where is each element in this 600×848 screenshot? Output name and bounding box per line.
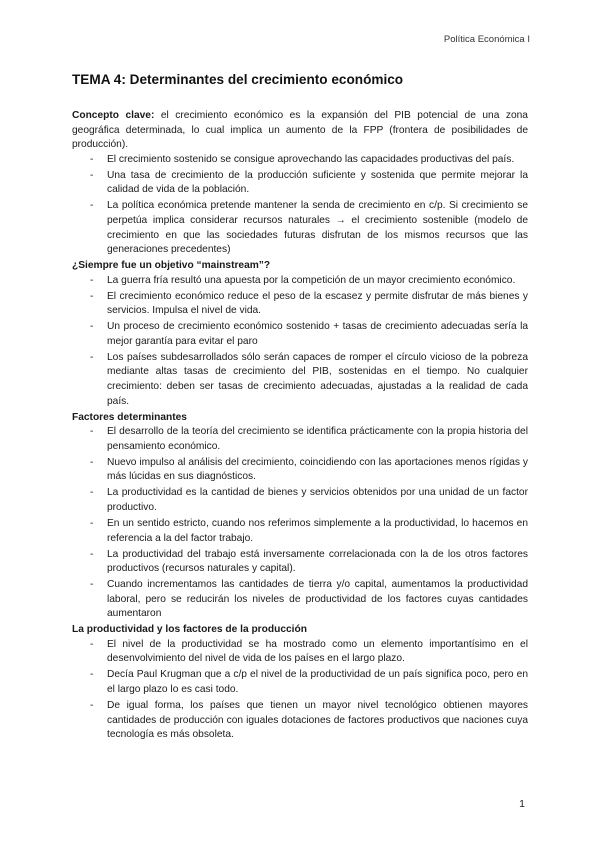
list-item	[72, 486, 528, 515]
list-item	[72, 517, 528, 546]
bullet-dash: -	[90, 169, 94, 181]
list-item	[72, 668, 528, 697]
document-body	[72, 109, 528, 744]
list-item	[72, 548, 528, 577]
list-item	[72, 638, 528, 667]
page-header: Política Económica I	[443, 34, 530, 45]
list-item-text: La política económica pretende mantener la senda de crecimiento en c/p. Si crecimiento se perpetúa implica considerar recursos naturales → el crecimiento sostenible (modelo de crecimiento en que las sociedades futuras disfrutan de los mismos recursos que las generaciones precedentes)	[107, 200, 528, 256]
list-item-text: Nuevo impulso al análisis del crecimiento, coincidiendo con las aportaciones menos rígidas y más lúcidas en sus diagnósticos.	[107, 456, 528, 483]
page-number: 1	[519, 798, 525, 810]
list-item-text: Los países subdesarrollados sólo serán capaces de romper el círculo vicioso de la pobreza mediante altas tasas de crecimiento del PIB, sostenidas en el tiempo. No cualquier crecimiento: deben ser tasas de crecimiento adecuadas, ajustadas a la realidad de cada país.	[107, 351, 528, 407]
list-item	[72, 199, 528, 257]
bullet-dash: -	[90, 426, 94, 438]
section-heading-factores: Factores determinantes	[72, 411, 187, 423]
list-item-text: Una tasa de crecimiento de la producción suficiente y sostenida que permite mejorar la calidad de vida de la población.	[107, 169, 528, 196]
bullet-dash: -	[90, 153, 94, 165]
bullet-dash: -	[90, 487, 94, 499]
list-item	[72, 456, 528, 485]
list-item-text: La productividad es la cantidad de bienes y servicios obtenidos por una unidad de un factor productivo.	[107, 487, 528, 513]
list-item-text: El nivel de la productividad se ha mostrado como un elemento importantísimo en el desenvolvimiento del nivel de vida de los países en el largo plazo.	[107, 638, 528, 665]
bullet-dash: -	[90, 290, 94, 302]
intro-label: Concepto clave:	[72, 110, 155, 121]
section-list-productividad	[72, 638, 528, 743]
list-item	[72, 169, 528, 198]
bullet-dash: -	[90, 669, 94, 681]
bullet-dash: -	[90, 456, 94, 468]
list-item	[72, 274, 528, 289]
section-list-mainstream	[72, 274, 528, 410]
list-item-text: El crecimiento económico reduce el peso de la escasez y permite disfrutar de más bienes y servicios. Impulsa el nivel de vida.	[107, 290, 528, 317]
list-item-text: Decía Paul Krugman que a c/p el nivel de la productividad de un país significa poco, pero en el largo plazo lo es casi todo.	[107, 669, 528, 696]
list-item-text: En un sentido estricto, cuando nos referimos simplemente a la productividad, lo hacemos en referencia a la del factor trabajo.	[107, 517, 528, 544]
list-item-text: La productividad del trabajo está inversamente correlacionada con la de los otros factores productivos (recursos naturales y capital).	[107, 548, 528, 575]
list-item	[72, 320, 528, 349]
list-item-text: Un proceso de crecimiento económico sostenido + tasas de crecimiento adecuadas sería la mejor garantía para evitar el paro	[107, 321, 528, 347]
list-item	[72, 578, 528, 622]
section-heading-mainstream: ¿Siempre fue un objetivo “mainstream”?	[72, 260, 271, 272]
bullet-dash: -	[90, 638, 94, 650]
bullet-dash: -	[90, 548, 94, 560]
list-item	[72, 699, 528, 743]
bullet-dash: -	[90, 579, 94, 591]
bullet-dash: -	[90, 700, 94, 712]
list-item	[72, 425, 528, 454]
bullet-dash: -	[90, 351, 94, 363]
bullet-dash: -	[90, 517, 94, 529]
list-item	[72, 351, 528, 409]
list-item	[72, 153, 528, 168]
page-title: TEMA 4: Determinantes del crecimiento económico	[72, 72, 404, 87]
section-heading-productividad: La productividad y los factores de la producción	[72, 624, 307, 636]
intro-paragraph	[72, 109, 528, 153]
list-item-text: La guerra fría resultó una apuesta por la competición de un mayor crecimiento económico.	[107, 274, 516, 286]
bullet-dash: -	[90, 274, 94, 286]
intro-text: el crecimiento económico es la expansión del PIB potencial de una zona geográfica determinada, lo cual implica un aumento de la FPP (frontera de posibilidades de producción).	[72, 110, 528, 151]
intro-list	[72, 153, 528, 258]
list-item-text: El desarrollo de la teoría del crecimiento se identifica prácticamente con la propia historia del pensamiento económico.	[107, 426, 528, 452]
list-item-text: Cuando incrementamos las cantidades de tierra y/o capital, aumentamos la productividad laboral, pero se reducirán los niveles de productividad de los factores cuyas cantidades aumentaron	[107, 579, 528, 620]
bullet-dash: -	[90, 200, 94, 212]
section-list-factores	[72, 425, 528, 622]
bullet-dash: -	[90, 321, 94, 333]
list-item	[72, 290, 528, 319]
list-item-text: De igual forma, los países que tienen un mayor nivel tecnológico obtienen mayores cantidades de producción con iguales dotaciones de factores productivos que naciones cuya tecnología es más obsoleta.	[107, 700, 528, 741]
list-item-text: El crecimiento sostenido se consigue aprovechando las capacidades productivas del país.	[107, 153, 515, 165]
